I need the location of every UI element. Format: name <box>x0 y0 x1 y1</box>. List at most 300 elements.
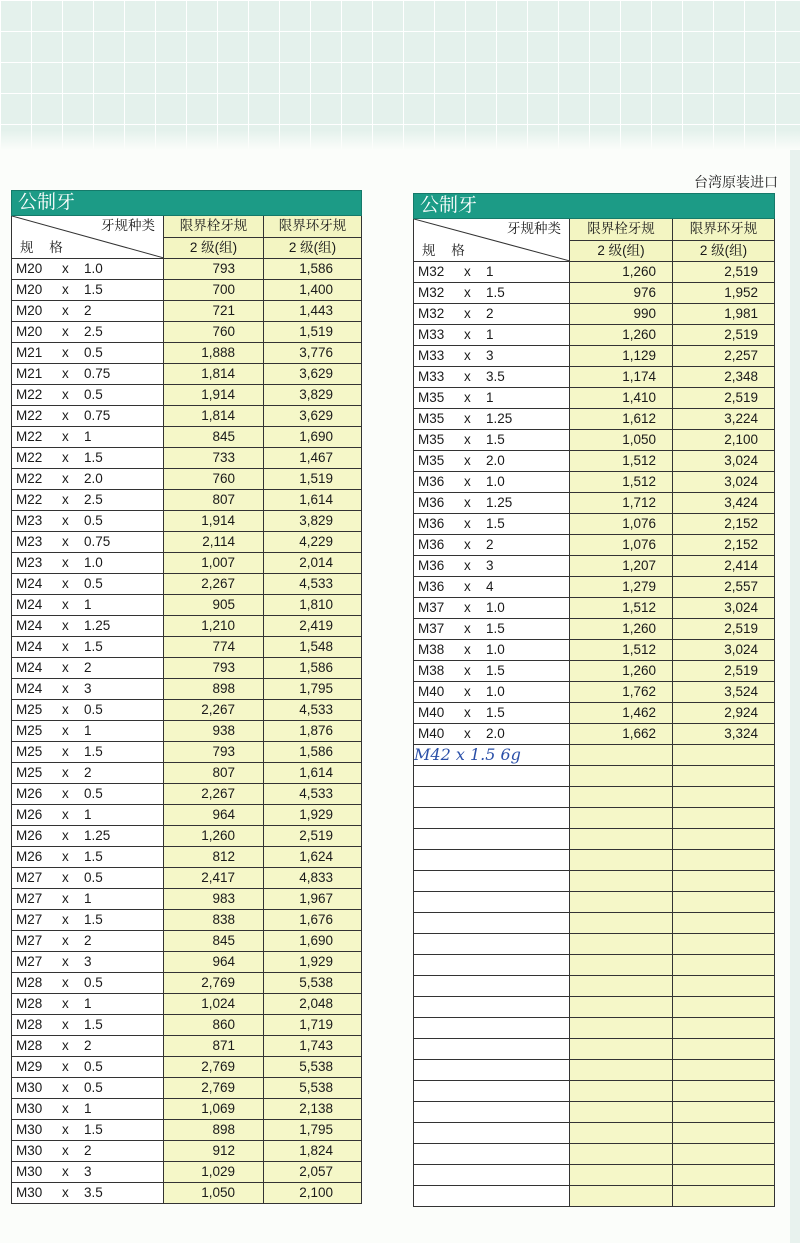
ring-gauge-price: 2,557 <box>673 577 775 598</box>
ring-gauge-price: 4,533 <box>264 700 362 721</box>
ring-gauge-price: 5,538 <box>264 1057 362 1078</box>
table-row <box>12 889 362 910</box>
times-sign: x <box>464 516 471 531</box>
times-sign: x <box>464 390 471 405</box>
ring-gauge-price: 2,100 <box>264 1183 362 1204</box>
thread-pitch: 1 <box>84 996 92 1011</box>
thread-size: M25 <box>16 723 43 738</box>
spec-cell <box>12 1099 164 1120</box>
spec-cell <box>414 451 570 472</box>
thread-pitch: 2 <box>84 1143 92 1158</box>
background-grid <box>0 0 800 150</box>
plug-gauge-price: 1,260 <box>570 262 673 283</box>
plug-gauge-price: 938 <box>164 721 264 742</box>
plug-gauge-price: 1,260 <box>164 826 264 847</box>
empty-cell <box>673 1060 775 1081</box>
thread-size: M28 <box>16 996 43 1011</box>
handwritten-row <box>414 745 775 766</box>
ring-gauge-price: 1,548 <box>264 637 362 658</box>
thread-size: M27 <box>16 870 43 885</box>
spec-cell <box>12 931 164 952</box>
times-sign: x <box>464 495 471 510</box>
thread-pitch: 1 <box>486 390 494 405</box>
plug-gauge-price: 1,007 <box>164 553 264 574</box>
ring-gauge-price: 1,795 <box>264 1120 362 1141</box>
thread-size: M28 <box>16 1038 43 1053</box>
times-sign: x <box>62 513 69 528</box>
empty-cell <box>414 1123 570 1144</box>
empty-cell <box>414 892 570 913</box>
times-sign: x <box>464 306 471 321</box>
empty-cell <box>673 934 775 955</box>
table-row <box>12 364 362 385</box>
blank-row <box>414 913 775 934</box>
spec-cell <box>414 598 570 619</box>
table-row <box>12 826 362 847</box>
empty-cell <box>673 913 775 934</box>
thread-pitch: 0.75 <box>84 366 111 381</box>
plug-gauge-price: 990 <box>570 304 673 325</box>
plug-gauge-price: 1,050 <box>164 1183 264 1204</box>
spec-cell <box>12 385 164 406</box>
plug-gauge-price: 1,712 <box>570 493 673 514</box>
spec-cell <box>12 637 164 658</box>
page-edge <box>790 150 800 1243</box>
blank-row <box>414 1123 775 1144</box>
ring-gauge-price: 4,533 <box>264 784 362 805</box>
empty-cell <box>673 829 775 850</box>
ring-gauge-price: 2,014 <box>264 553 362 574</box>
thread-size: M26 <box>16 849 43 864</box>
table-title: 公制牙 <box>414 194 775 219</box>
spec-cell <box>414 346 570 367</box>
thread-size: M20 <box>16 303 43 318</box>
ring-gauge-price: 2,057 <box>264 1162 362 1183</box>
empty-cell <box>414 997 570 1018</box>
table-row <box>12 763 362 784</box>
ring-gauge-price: 3,829 <box>264 511 362 532</box>
thread-pitch: 0.5 <box>84 576 103 591</box>
plug-gauge-price: 983 <box>164 889 264 910</box>
plug-gauge-price: 845 <box>164 427 264 448</box>
spec-cell <box>12 490 164 511</box>
ring-gauge-price: 3,024 <box>673 640 775 661</box>
thread-size: M35 <box>418 453 445 468</box>
ring-gauge-price: 3,224 <box>673 409 775 430</box>
plug-gauge-price: 964 <box>164 952 264 973</box>
ring-gauge-price: 2,419 <box>264 616 362 637</box>
times-sign: x <box>62 345 69 360</box>
thread-pitch: 2 <box>84 660 92 675</box>
thread-pitch: 3 <box>486 348 494 363</box>
table-row <box>414 451 775 472</box>
ring-gauge-price: 1,676 <box>264 910 362 931</box>
empty-cell <box>414 808 570 829</box>
spec-cell <box>12 952 164 973</box>
plug-gauge-price: 2,769 <box>164 1057 264 1078</box>
spec-cell <box>414 367 570 388</box>
table-row <box>414 325 775 346</box>
empty-cell <box>673 955 775 976</box>
spec-cell <box>12 1078 164 1099</box>
col-plug-header: 限界栓牙规 <box>570 219 673 241</box>
plug-gauge-price: 807 <box>164 763 264 784</box>
spec-cell <box>12 847 164 868</box>
times-sign: x <box>464 411 471 426</box>
plug-gauge-price: 1,260 <box>570 325 673 346</box>
empty-cell <box>414 871 570 892</box>
table-row <box>414 346 775 367</box>
spec-cell <box>12 616 164 637</box>
spec-cell <box>414 472 570 493</box>
table-row <box>12 469 362 490</box>
thread-size: M36 <box>418 516 445 531</box>
table-row <box>12 616 362 637</box>
table-row <box>12 280 362 301</box>
ring-gauge-price: 1,810 <box>264 595 362 616</box>
empty-cell <box>673 871 775 892</box>
plug-gauge-price: 2,114 <box>164 532 264 553</box>
ring-gauge-price: 1,443 <box>264 301 362 322</box>
plug-gauge-price: 793 <box>164 742 264 763</box>
table-row <box>414 682 775 703</box>
times-sign: x <box>62 261 69 276</box>
table-row <box>12 1120 362 1141</box>
thread-pitch: 2.0 <box>486 726 505 741</box>
spec-cell <box>414 661 570 682</box>
thread-size: M21 <box>16 345 43 360</box>
plug-gauge-price: 1,914 <box>164 511 264 532</box>
ring-gauge-price: 1,719 <box>264 1015 362 1036</box>
table-row <box>12 490 362 511</box>
ring-gauge-price: 2,519 <box>673 661 775 682</box>
spec-cell <box>12 700 164 721</box>
spec-cell <box>414 409 570 430</box>
spec-cell <box>12 406 164 427</box>
times-sign: x <box>62 450 69 465</box>
thread-pitch: 1.25 <box>84 828 111 843</box>
spec-cell <box>12 805 164 826</box>
thread-size: M26 <box>16 807 43 822</box>
table-row <box>12 1078 362 1099</box>
spec-cell <box>12 322 164 343</box>
times-sign: x <box>62 618 69 633</box>
ring-gauge-price: 1,967 <box>264 889 362 910</box>
empty-cell <box>673 1123 775 1144</box>
table-row <box>12 910 362 931</box>
ring-gauge-price: 3,776 <box>264 343 362 364</box>
thread-size: M32 <box>418 306 445 321</box>
table-row <box>12 301 362 322</box>
times-sign: x <box>62 1038 69 1053</box>
table-row <box>414 577 775 598</box>
times-sign: x <box>62 324 69 339</box>
plug-gauge-price: 760 <box>164 469 264 490</box>
table-row <box>12 973 362 994</box>
ring-gauge-price: 1,614 <box>264 490 362 511</box>
ring-gauge-price: 1,467 <box>264 448 362 469</box>
plug-gauge-price: 807 <box>164 490 264 511</box>
thread-pitch: 1.0 <box>84 555 103 570</box>
table-row <box>414 430 775 451</box>
empty-cell <box>570 1186 673 1207</box>
thread-size: M25 <box>16 702 43 717</box>
times-sign: x <box>62 954 69 969</box>
thread-size: M35 <box>418 411 445 426</box>
ring-gauge-price: 1,743 <box>264 1036 362 1057</box>
thread-size: M37 <box>418 600 445 615</box>
times-sign: x <box>62 765 69 780</box>
spec-cell <box>12 1162 164 1183</box>
thread-pitch: 1.5 <box>84 744 103 759</box>
thread-size: M24 <box>16 597 43 612</box>
thread-pitch: 3 <box>486 558 494 573</box>
ring-gauge-price: 2,152 <box>673 535 775 556</box>
empty-cell <box>673 1165 775 1186</box>
blank-row <box>414 892 775 913</box>
thread-size: M24 <box>16 576 43 591</box>
times-sign: x <box>464 579 471 594</box>
spec-cell <box>12 259 164 280</box>
thread-pitch: 1.25 <box>84 618 111 633</box>
ring-gauge-price: 1,519 <box>264 322 362 343</box>
spec-cell <box>414 514 570 535</box>
plug-gauge-price: 1,260 <box>570 661 673 682</box>
thread-pitch: 1.25 <box>486 495 513 510</box>
plug-gauge-price: 1,210 <box>164 616 264 637</box>
thread-pitch: 1.0 <box>486 684 505 699</box>
ring-gauge-price: 4,833 <box>264 868 362 889</box>
spec-cell <box>12 889 164 910</box>
empty-cell <box>570 997 673 1018</box>
spec-cell <box>12 742 164 763</box>
empty-cell <box>673 1039 775 1060</box>
thread-pitch: 2.0 <box>486 453 505 468</box>
thread-pitch: 0.5 <box>84 1059 103 1074</box>
thread-pitch: 1 <box>486 327 494 342</box>
plug-gauge-price: 1,076 <box>570 535 673 556</box>
thread-size: M40 <box>418 726 445 741</box>
ring-gauge-price: 4,533 <box>264 574 362 595</box>
thread-size: M24 <box>16 681 43 696</box>
table-row <box>12 1183 362 1204</box>
spec-cell <box>414 535 570 556</box>
plug-gauge-price: 1,462 <box>570 703 673 724</box>
table-row <box>414 493 775 514</box>
thread-pitch: 1.5 <box>486 432 505 447</box>
thread-pitch: 1.5 <box>84 450 103 465</box>
ring-gauge-price: 3,524 <box>673 682 775 703</box>
ring-gauge-price: 3,629 <box>264 406 362 427</box>
plug-gauge-price: 1,279 <box>570 577 673 598</box>
empty-cell <box>414 955 570 976</box>
ring-gauge-price: 1,929 <box>264 805 362 826</box>
ring-gauge-price: 5,538 <box>264 1078 362 1099</box>
thread-size: M33 <box>418 369 445 384</box>
plug-gauge-price: 1,024 <box>164 994 264 1015</box>
thread-pitch: 1 <box>84 723 92 738</box>
blank-row <box>414 871 775 892</box>
thread-size: M23 <box>16 513 43 528</box>
thread-size: M22 <box>16 408 43 423</box>
times-sign: x <box>62 555 69 570</box>
times-sign: x <box>62 723 69 738</box>
thread-pitch: 1.5 <box>486 516 505 531</box>
thread-pitch: 1 <box>486 264 494 279</box>
empty-cell <box>673 1102 775 1123</box>
ring-gauge-price: 2,519 <box>673 262 775 283</box>
thread-pitch: 2 <box>84 1038 92 1053</box>
left-table-body <box>12 259 362 1204</box>
table-row <box>12 343 362 364</box>
spec-cell <box>12 1183 164 1204</box>
spec-cell <box>414 388 570 409</box>
thread-pitch: 0.75 <box>84 534 111 549</box>
plug-gauge-price: 1,512 <box>570 640 673 661</box>
times-sign: x <box>62 996 69 1011</box>
plug-gauge-price: 1,207 <box>570 556 673 577</box>
times-sign: x <box>62 744 69 759</box>
thread-pitch: 0.5 <box>84 513 103 528</box>
thread-size: M33 <box>418 327 445 342</box>
corner-header <box>12 216 164 259</box>
table-row <box>414 703 775 724</box>
thread-pitch: 1.5 <box>84 282 103 297</box>
table-row <box>414 556 775 577</box>
table-row <box>12 679 362 700</box>
thread-size: M37 <box>418 621 445 636</box>
spec-cell <box>414 325 570 346</box>
times-sign: x <box>62 807 69 822</box>
plug-gauge-price: 1,914 <box>164 385 264 406</box>
empty-cell <box>414 850 570 871</box>
empty-cell <box>414 1039 570 1060</box>
spec-cell <box>12 973 164 994</box>
times-sign: x <box>464 474 471 489</box>
thread-pitch: 2 <box>84 933 92 948</box>
thread-pitch: 1.5 <box>486 621 505 636</box>
times-sign: x <box>62 870 69 885</box>
table-row <box>12 742 362 763</box>
thread-size: M40 <box>418 684 445 699</box>
thread-pitch: 1.5 <box>84 639 103 654</box>
blank-row <box>414 808 775 829</box>
blank-row <box>414 955 775 976</box>
table-row <box>12 1141 362 1162</box>
plug-gauge-price: 1,050 <box>570 430 673 451</box>
table-row <box>12 322 362 343</box>
times-sign: x <box>464 453 471 468</box>
empty-cell <box>414 913 570 934</box>
empty-cell <box>570 976 673 997</box>
plug-gauge-price: 964 <box>164 805 264 826</box>
table-row <box>414 535 775 556</box>
spec-cell <box>12 595 164 616</box>
empty-cell <box>414 1186 570 1207</box>
table-row <box>12 658 362 679</box>
spec-cell <box>12 427 164 448</box>
plug-gauge-price: 793 <box>164 259 264 280</box>
plug-gauge-price: 1,762 <box>570 682 673 703</box>
times-sign: x <box>62 912 69 927</box>
thread-size: M23 <box>16 555 43 570</box>
thread-size: M27 <box>16 933 43 948</box>
thread-size: M35 <box>418 432 445 447</box>
ring-gauge-price: 2,414 <box>673 556 775 577</box>
empty-cell <box>673 997 775 1018</box>
thread-pitch: 3.5 <box>84 1185 103 1200</box>
blank-row <box>414 766 775 787</box>
thread-size: M36 <box>418 537 445 552</box>
handwritten-note: M42 x 1.5 6g <box>414 745 570 766</box>
empty-cell <box>414 1081 570 1102</box>
col-ring-header: 限界环牙规 <box>264 216 362 238</box>
thread-size: M24 <box>16 618 43 633</box>
empty-cell <box>570 1144 673 1165</box>
table-row <box>12 448 362 469</box>
plug-gauge-price: 1,076 <box>570 514 673 535</box>
plug-gauge-price: 1,512 <box>570 472 673 493</box>
table-row <box>12 952 362 973</box>
spec-cell <box>12 280 164 301</box>
table-row <box>414 367 775 388</box>
ring-gauge-price: 2,257 <box>673 346 775 367</box>
ring-gauge-price: 1,981 <box>673 304 775 325</box>
thread-pitch: 1.0 <box>486 474 505 489</box>
plug-gauge-price: 1,069 <box>164 1099 264 1120</box>
plug-gauge-price: 1,174 <box>570 367 673 388</box>
thread-size: M30 <box>16 1122 43 1137</box>
empty-cell <box>673 1186 775 1207</box>
plug-gauge-price: 2,267 <box>164 574 264 595</box>
thread-pitch: 2 <box>84 303 92 318</box>
ring-gauge-price: 2,048 <box>264 994 362 1015</box>
empty-cell <box>414 1144 570 1165</box>
spec-cell <box>12 868 164 889</box>
col-ring-header: 限界环牙规 <box>673 219 775 241</box>
plug-gauge-price: 760 <box>164 322 264 343</box>
thread-pitch: 3 <box>84 954 92 969</box>
blank-row <box>414 829 775 850</box>
empty-cell <box>570 871 673 892</box>
thread-size: M26 <box>16 786 43 801</box>
corner-top-label: 牙规种类 <box>507 221 561 236</box>
spec-cell <box>12 1015 164 1036</box>
empty-cell <box>673 766 775 787</box>
thread-pitch: 3 <box>84 681 92 696</box>
spec-cell <box>414 682 570 703</box>
ring-gauge-price: 3,324 <box>673 724 775 745</box>
empty-cell <box>570 787 673 808</box>
thread-size: M20 <box>16 261 43 276</box>
spec-cell <box>12 1120 164 1141</box>
table-row <box>12 259 362 280</box>
spec-cell <box>12 721 164 742</box>
thread-pitch: 1.5 <box>84 1122 103 1137</box>
spec-cell <box>12 994 164 1015</box>
ring-gauge-price: 1,400 <box>264 280 362 301</box>
table-row <box>12 1015 362 1036</box>
table-row <box>12 532 362 553</box>
thread-pitch: 1.5 <box>486 663 505 678</box>
times-sign: x <box>62 933 69 948</box>
thread-size: M25 <box>16 744 43 759</box>
thread-pitch: 1 <box>84 429 92 444</box>
ring-gauge-price: 2,519 <box>673 325 775 346</box>
thread-pitch: 2 <box>486 537 494 552</box>
plug-gauge-price: 793 <box>164 658 264 679</box>
times-sign: x <box>62 471 69 486</box>
